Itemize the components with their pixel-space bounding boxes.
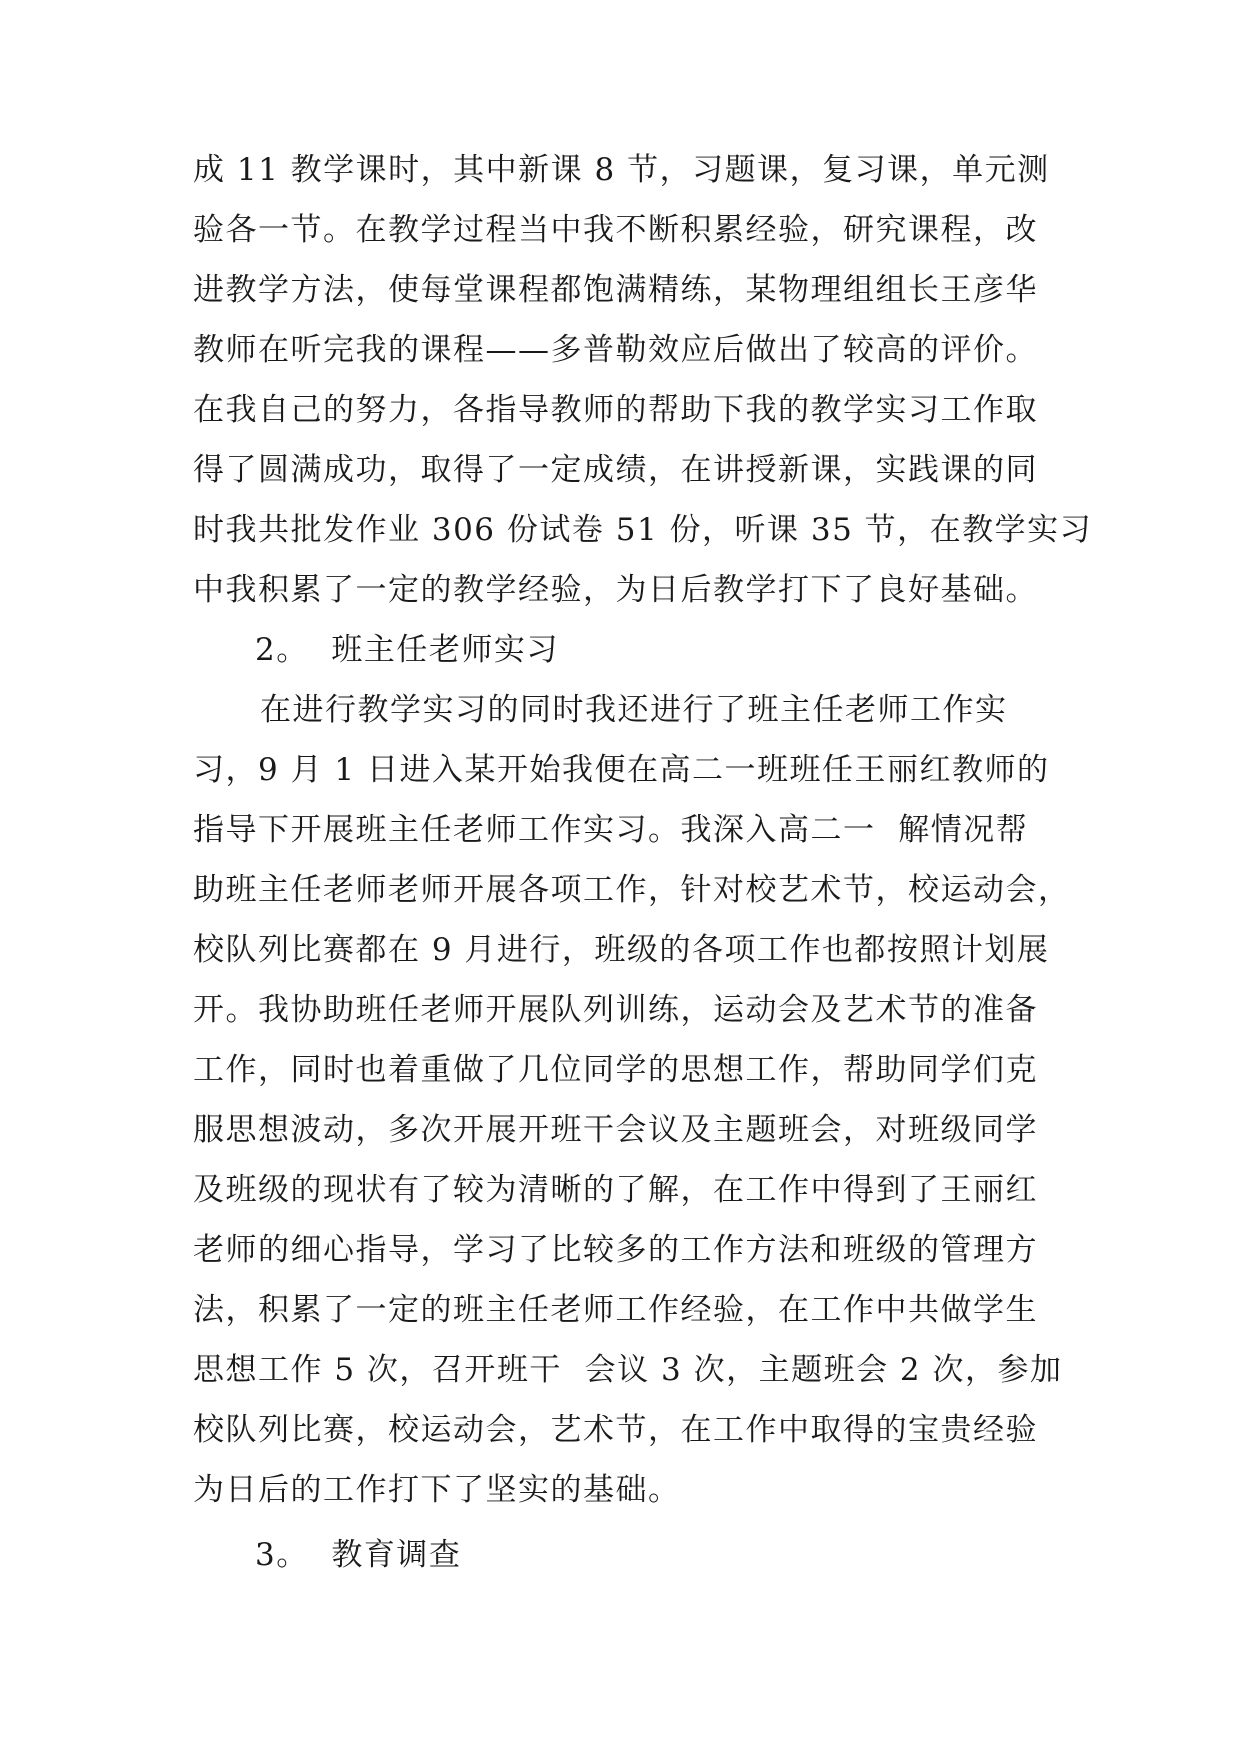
text-line: 在进行教学实习的同时我还进行了班主任老师工作实: [260, 692, 1008, 728]
text-line: 校队列比赛都在 9 月进行，班级的各项工作也都按照计划展: [193, 932, 1050, 968]
text-line: 指导下开展班主任老师工作实习。我深入高二一 解情况帮: [193, 812, 1029, 848]
text-line: 思想工作 5 次，召开班干 会议 3 次，主题班会 2 次，参加: [193, 1352, 1063, 1388]
text-line: 开。我协助班任老师开展队列训练，运动会及艺术节的准备: [193, 992, 1038, 1028]
text-line: 校队列比赛，校运动会，艺术节，在工作中取得的宝贵经验: [193, 1412, 1038, 1448]
text-line: 验各一节。在教学过程当中我不断积累经验，研究课程，改: [193, 212, 1038, 248]
text-line: 中我积累了一定的教学经验，为日后教学打下了良好基础。: [193, 572, 1038, 608]
section-heading: 3。 教育调查: [255, 1537, 462, 1573]
text-line: 得了圆满成功，取得了一定成绩，在讲授新课，实践课的同: [193, 452, 1038, 488]
text-line: 法，积累了一定的班主任老师工作经验，在工作中共做学生: [193, 1292, 1038, 1328]
text-line: 服思想波动，多次开展开班干会议及主题班会，对班级同学: [193, 1112, 1038, 1148]
text-line: 在我自己的努力，各指导教师的帮助下我的教学实习工作取: [193, 392, 1038, 428]
text-line: 为日后的工作打下了坚实的基础。: [193, 1472, 681, 1508]
text-line: 成 11 教学课时，其中新课 8 节，习题课，复习课，单元测: [193, 152, 1050, 188]
text-line: 及班级的现状有了较为清晰的了解，在工作中得到了王丽红: [193, 1172, 1038, 1208]
text-line: 助班主任老师老师开展各项工作，针对校艺术节，校运动会，: [193, 872, 1071, 908]
text-line: 进教学方法，使每堂课程都饱满精练，某物理组组长王彦华: [193, 272, 1038, 308]
text-line: 老师的细心指导，学习了比较多的工作方法和班级的管理方: [193, 1232, 1038, 1268]
text-line: 习，9 月 1 日进入某开始我便在高二一班班任王丽红教师的: [193, 752, 1050, 788]
section-heading: 2。 班主任老师实习: [255, 632, 559, 668]
text-line: 工作，同时也着重做了几位同学的思想工作，帮助同学们克: [193, 1052, 1038, 1088]
text-line: 教师在听完我的课程——多普勒效应后做出了较高的评价。: [193, 332, 1038, 368]
text-line: 时我共批发作业 306 份试卷 51 份，听课 35 节，在教学实习: [193, 512, 1093, 548]
